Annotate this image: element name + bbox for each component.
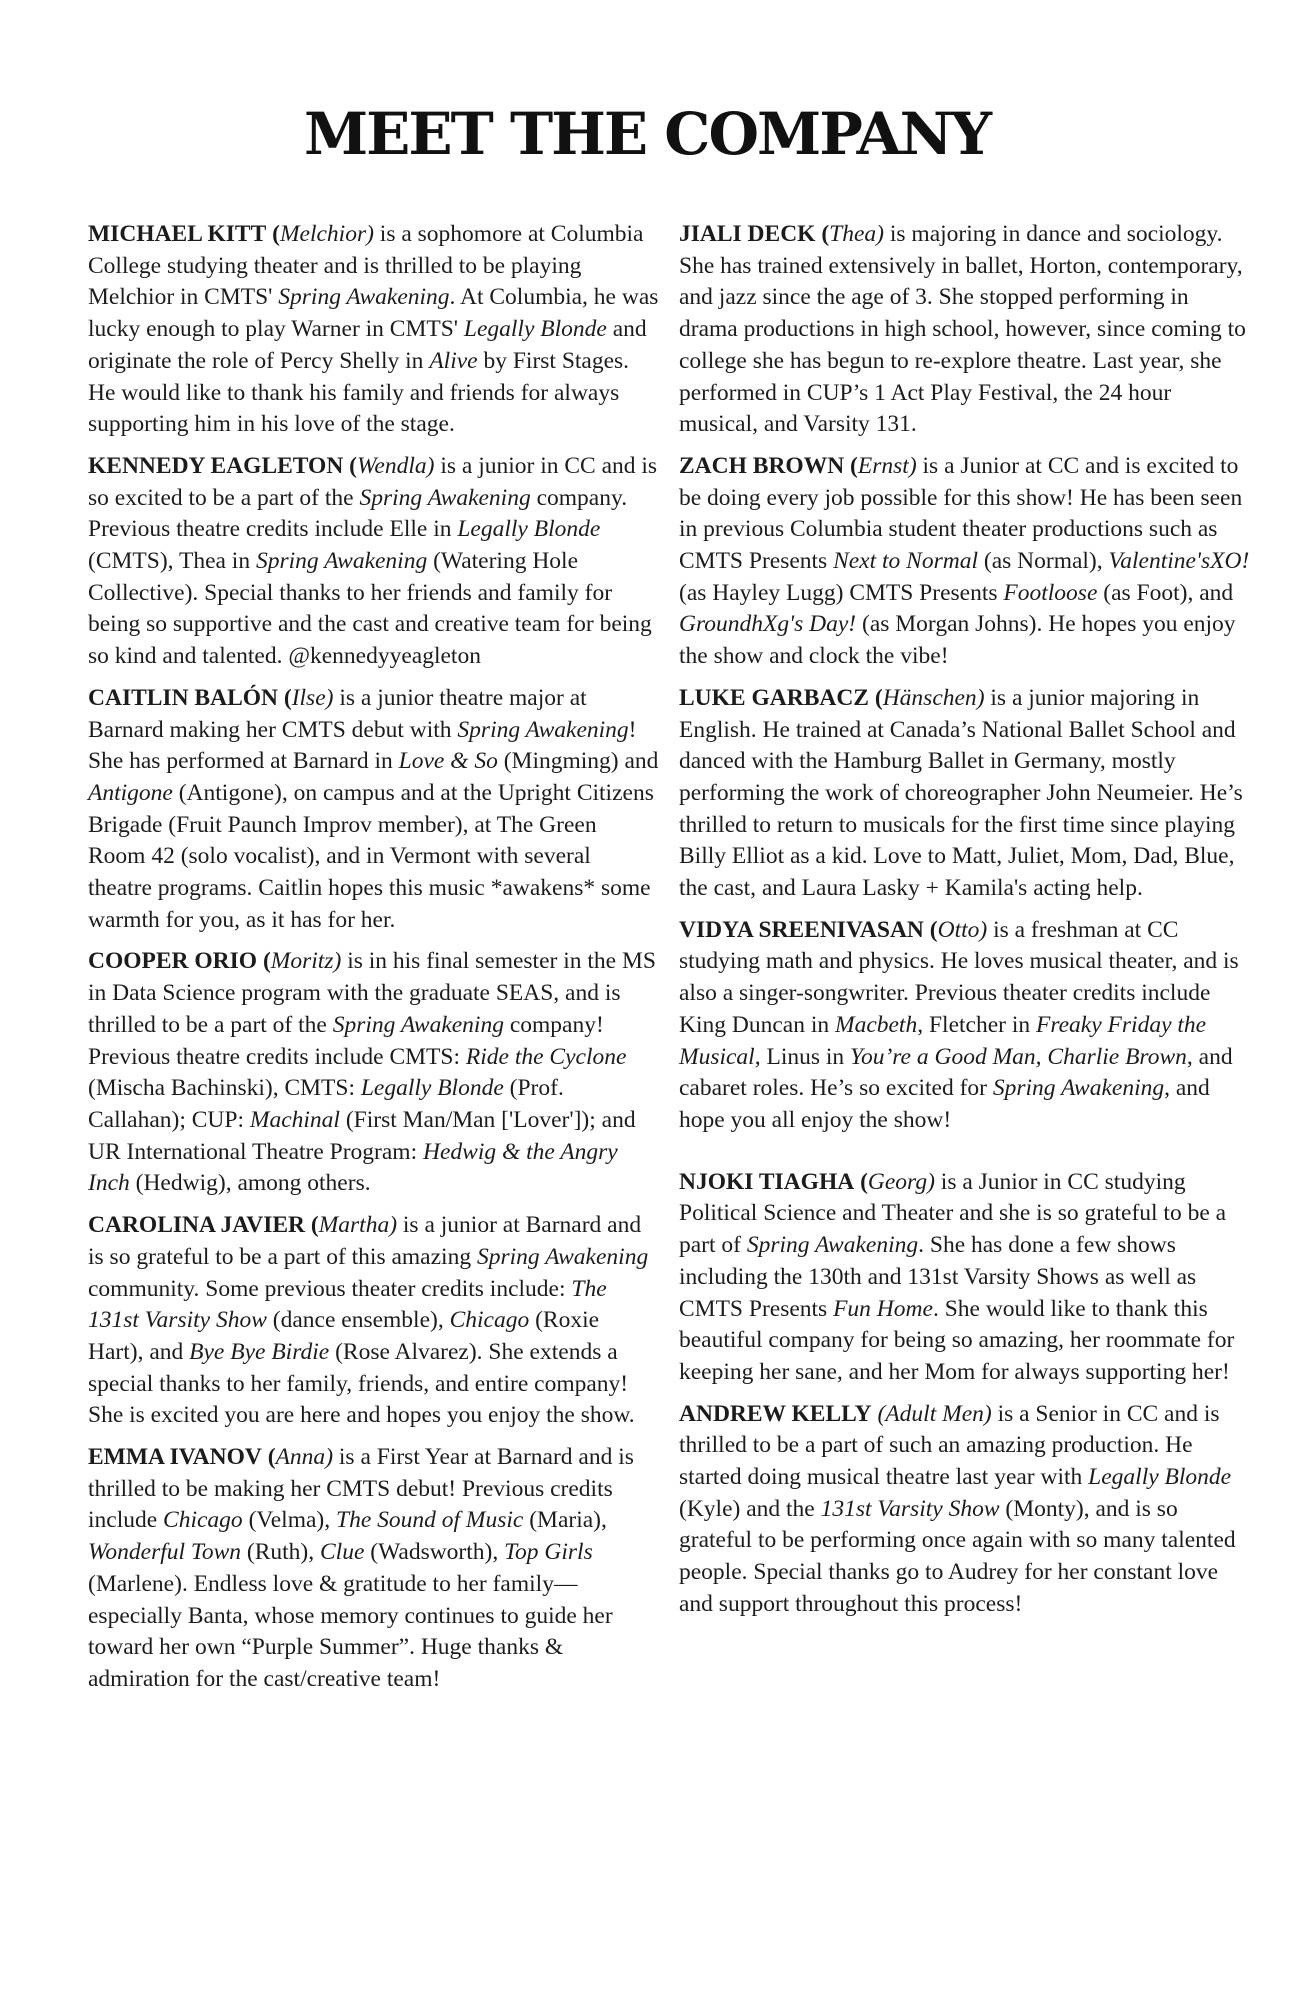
character-name: Wendla bbox=[357, 452, 427, 479]
bio-text: (Antigone), on campus and at the Upright Citizens Brigade (Fruit Paunch Improv member), at The Green Room 42 (solo vocalist), and in Vermont with several theatre programs. Caitlin hopes this music *awakens* some warmth for you, as it has for her. bbox=[88, 779, 654, 933]
character-role: Martha) bbox=[318, 1212, 398, 1239]
performer-name: CAITLIN BALÓN bbox=[88, 684, 278, 711]
bio-text: is a Junior in CC studying Political Science and Theater and she is so grateful to be a part of bbox=[679, 1168, 1227, 1259]
credit-title: Footloose bbox=[1003, 579, 1098, 606]
bio-text: (Kyle) and the bbox=[679, 1495, 821, 1522]
character-name: Hänschen bbox=[882, 684, 977, 711]
bio-text: (Velma), bbox=[242, 1507, 336, 1534]
bio-text: (Prof. Callahan); CUP: bbox=[88, 1075, 564, 1133]
performer-name: NJOKI TIAGHA bbox=[679, 1168, 855, 1195]
bio-paragraph bbox=[679, 683, 1250, 905]
credit-title: Spring Awakening bbox=[359, 484, 531, 511]
credit-title: Fun Home bbox=[833, 1295, 933, 1322]
character-role: Thea) bbox=[829, 221, 884, 247]
bio-paragraph bbox=[88, 219, 659, 441]
bio-text: (Marlene). Endless love & gratitude to her family—especially Banta, whose memory continues to guide her toward her own “Purple Summer”. Huge thanks & admiration for the cast/creative team! bbox=[88, 1570, 613, 1692]
character-name: Ernst bbox=[857, 452, 909, 479]
right-column bbox=[679, 219, 1250, 1631]
bio-text: (First Man/Man ['Lover']); and UR International Theatre Program: bbox=[88, 1106, 636, 1165]
role-paren-open: ( bbox=[272, 221, 280, 247]
bio-text: is a freshman at CC studying math and physics. He loves musical theater, and is also a singer-songwriter. Previous theater credits include King Duncan in bbox=[679, 916, 1239, 1038]
credit-title: Chicago bbox=[449, 1307, 530, 1334]
bio-text: . She has done a few shows including the 130th and 131st Varsity Shows as well as CMTS Presents bbox=[679, 1232, 1197, 1322]
credit-title: Wonderful Town bbox=[88, 1539, 242, 1566]
bio-paragraph bbox=[679, 1399, 1250, 1621]
credit-title: Macbeth bbox=[835, 1011, 918, 1038]
bio-text: (CMTS), Thea in bbox=[88, 548, 256, 575]
performer-name: MICHAEL KITT bbox=[88, 221, 267, 247]
credit-title: GroundhXg's Day! bbox=[679, 611, 857, 638]
bio-paragraph bbox=[88, 683, 659, 937]
bio-text: , and cabaret roles. He’s so excited for bbox=[679, 1043, 1233, 1102]
credit-title: Top Girls bbox=[504, 1539, 593, 1566]
bio-text: . She would like to thank this beautiful company for being so amazing, her roommate for keeping her sane, and her Mom for always supporting her! bbox=[679, 1295, 1235, 1385]
bio-text: is a junior theatre major at Barnard making her CMTS debut with bbox=[88, 684, 587, 743]
bio-text: (Mischa Bachinski), CMTS: bbox=[88, 1075, 361, 1102]
credit-title: Clue bbox=[320, 1539, 365, 1566]
credit-title: Next to Normal bbox=[833, 548, 978, 575]
credit-title: Spring Awakening bbox=[476, 1243, 649, 1270]
credit-title: Spring Awakening bbox=[278, 284, 450, 311]
role-paren-open: ( bbox=[267, 1444, 276, 1471]
bio-paragraph bbox=[88, 1210, 659, 1432]
credit-title: Spring Awakening bbox=[332, 1011, 504, 1038]
bio-text: , Linus in bbox=[754, 1043, 851, 1070]
credit-title: Hedwig & the Angry Inch bbox=[88, 1138, 618, 1197]
character-role: Otto) bbox=[937, 916, 988, 943]
credit-title: Legally Blonde bbox=[360, 1075, 504, 1102]
credit-title: Love & So bbox=[398, 748, 498, 775]
role-paren-open: ( bbox=[283, 684, 292, 711]
bio-text: (as Normal), bbox=[978, 548, 1109, 575]
performer-name: EMMA IVANOV bbox=[88, 1444, 262, 1471]
bio-text: (Hedwig), among others. bbox=[129, 1170, 371, 1197]
performer-name: KENNEDY EAGLETON bbox=[88, 452, 344, 479]
bio-text: is a junior majoring in English. He trained at Canada’s National Ballet School and danced with the Hamburg Ballet in Germany, mostly performing the work of choreographer John Neumeier. He’s thrilled to return to musicals for the first time since playing Billy Elliot as a kid. Love to Matt, Juliet, Mom, Dad, Blue, the cast, and Laura Lasky + Kamila's acting help. bbox=[679, 684, 1243, 902]
role-paren-open: ( bbox=[262, 948, 271, 975]
credit-title: The Sound of Music bbox=[336, 1507, 524, 1534]
role-paren-open: ( bbox=[821, 221, 830, 247]
character-name: Georg bbox=[867, 1168, 928, 1195]
bio-text: (Rose Alvarez). She extends a special thanks to her family, friends, and entire company! She is excited you are here and hopes you enjoy the show. bbox=[88, 1338, 635, 1429]
character-role: Georg) bbox=[867, 1168, 935, 1195]
bio-text: (Roxie Hart), and bbox=[88, 1307, 600, 1365]
performer-name: JIALI DECK bbox=[679, 221, 816, 247]
bio-text: is a sophomore at Columbia College studying theater and is thrilled to be playing Melchior in CMTS' bbox=[88, 221, 644, 311]
bio-text: community. Some previous theater credits include: bbox=[88, 1275, 572, 1302]
bio-paragraph bbox=[88, 451, 659, 673]
character-name: Ilse bbox=[291, 684, 326, 711]
bio-text: is in his final semester in the MS in Data Science program with the graduate SEAS, and is thrilled to be a part of the bbox=[88, 948, 656, 1038]
credit-title: Legally Blonde bbox=[457, 516, 601, 543]
bio-text: (Mingming) and bbox=[497, 748, 659, 775]
role-paren-open: ( bbox=[850, 452, 858, 479]
bio-text: (as Foot), and bbox=[1097, 579, 1234, 606]
role-paren-open: ( bbox=[310, 1212, 319, 1239]
credit-title: Bye Bye Birdie bbox=[189, 1338, 330, 1365]
credit-title: Alive bbox=[429, 347, 478, 374]
credit-title: Freaky Friday the Musical bbox=[679, 1011, 1207, 1070]
bio-text: is a junior in CC and is so excited to be a part of the bbox=[88, 452, 658, 511]
bio-text: . At Columbia, he was lucky enough to play Warner in CMTS' bbox=[88, 284, 659, 343]
bio-text: ! She has performed at Barnard in bbox=[88, 716, 637, 775]
bio-text: (Wadsworth), bbox=[364, 1539, 505, 1566]
bio-text: (as Hayley Lugg) CMTS Presents bbox=[679, 579, 1004, 606]
bio-text: company. Previous theatre credits include Elle in bbox=[88, 484, 628, 543]
bio-text: is a Senior in CC and is thrilled to be a part of such an amazing production. He started doing musical theatre last year with bbox=[679, 1400, 1220, 1491]
bio-text: , and hope you all enjoy the show! bbox=[679, 1075, 1210, 1133]
bio-paragraph bbox=[88, 946, 659, 1200]
role-paren-open: ( bbox=[929, 916, 938, 943]
page-title: MEET THE COMPANY bbox=[303, 100, 991, 168]
bio-text: by First Stages. He would like to thank his family and friends for always supporting him in his love of the stage. bbox=[88, 347, 630, 438]
bio-paragraph bbox=[679, 451, 1250, 673]
character-name: Otto bbox=[937, 916, 980, 943]
credit-title: 131st Varsity Show bbox=[820, 1495, 1000, 1522]
credit-title: Legally Blonde bbox=[1088, 1464, 1232, 1491]
credit-title: The 131st Varsity Show bbox=[88, 1275, 607, 1334]
bio-text: (dance ensemble), bbox=[266, 1307, 450, 1334]
left-column bbox=[88, 219, 659, 1706]
performer-name: ZACH BROWN bbox=[679, 452, 845, 479]
bio-paragraph bbox=[679, 1167, 1250, 1389]
character-name: Martha bbox=[318, 1212, 390, 1239]
bio-paragraph bbox=[88, 1442, 659, 1696]
performer-name: CAROLINA JAVIER bbox=[88, 1212, 305, 1239]
character-role: Wendla) bbox=[357, 452, 435, 479]
role-paren-open: ( bbox=[874, 684, 883, 711]
character-name: Anna bbox=[275, 1444, 326, 1471]
performer-name: COOPER ORIO bbox=[88, 948, 258, 975]
character-name: Melchior bbox=[279, 221, 367, 247]
credit-title: Spring Awakening bbox=[992, 1075, 1165, 1102]
bio-paragraph bbox=[679, 915, 1250, 1137]
character-role: Hänschen) bbox=[882, 684, 985, 711]
character-name: Moritz bbox=[270, 948, 334, 975]
credit-title: Antigone bbox=[88, 779, 173, 806]
credit-title: Machinal bbox=[249, 1106, 340, 1133]
performer-name: ANDREW KELLY bbox=[679, 1400, 872, 1427]
bio-text: is a junior at Barnard and is so grateful to be a part of this amazing bbox=[88, 1212, 642, 1270]
bio-text: (Watering Hole Collective). Special thanks to her friends and family for being so supportive and the cast and creative team for being so kind and talented. @kennedyyeagleton bbox=[88, 548, 652, 670]
bio-text: (as Morgan Johns). He hopes you enjoy the show and clock the vibe! bbox=[679, 611, 1236, 670]
character-name: Adult Men bbox=[885, 1400, 984, 1427]
credit-title: Chicago bbox=[163, 1507, 243, 1534]
bio-text: (Monty), and is so grateful to be performing once again with so many talented people. Special thanks go to Audrey for her constant love and support throughout this process! bbox=[679, 1495, 1236, 1617]
bio-text: , Fletcher in bbox=[917, 1011, 1036, 1038]
performer-name: VIDYA SREENIVASAN bbox=[679, 916, 924, 943]
bio-text: is majoring in dance and sociology. She has trained extensively in ballet, Horton, contemporary, and jazz since the age of 3. She stopped performing in drama productions in high school, however, since coming to college she has begun to re-explore theatre. Last year, she performed in CUP’s 1 Act Play Festival, the 24 hour musical, and Varsity 131. bbox=[679, 221, 1246, 438]
bio-text: company! Previous theatre credits include CMTS: bbox=[88, 1011, 604, 1070]
character-role: Anna) bbox=[275, 1444, 334, 1471]
bio-text: and originate the role of Percy Shelly in bbox=[88, 316, 647, 374]
bio-text: (Ruth), bbox=[241, 1539, 320, 1566]
character-role: (Adult Men) bbox=[877, 1400, 992, 1427]
bio-paragraph bbox=[679, 219, 1250, 441]
character-role: Moritz) bbox=[270, 948, 342, 975]
character-role: Melchior) bbox=[279, 221, 374, 247]
character-role: Ernst) bbox=[857, 452, 917, 479]
bio-text: (Maria), bbox=[523, 1507, 607, 1534]
credit-title: Spring Awakening bbox=[255, 548, 428, 575]
role-paren-open: ( bbox=[860, 1168, 868, 1195]
credit-title: Legally Blonde bbox=[463, 316, 607, 343]
credit-title: You’re a Good Man, Charlie Brown bbox=[850, 1043, 1187, 1070]
credit-title: Ride the Cyclone bbox=[465, 1043, 627, 1070]
bio-text: is a Junior at CC and is excited to be doing every job possible for this show! He has been seen in previous Columbia student theater productions such as CMTS Presents bbox=[679, 452, 1243, 575]
character-name: Thea bbox=[829, 221, 877, 247]
bio-text: is a First Year at Barnard and is thrilled to be making her CMTS debut! Previous credits include bbox=[88, 1444, 634, 1534]
character-role: Ilse) bbox=[291, 684, 334, 711]
role-paren-open: ( bbox=[349, 452, 357, 479]
performer-name: LUKE GARBACZ bbox=[679, 684, 869, 711]
credit-title: Spring Awakening bbox=[457, 716, 629, 743]
credit-title: Valentine'sXO! bbox=[1108, 548, 1250, 575]
credit-title: Spring Awakening bbox=[746, 1232, 919, 1259]
